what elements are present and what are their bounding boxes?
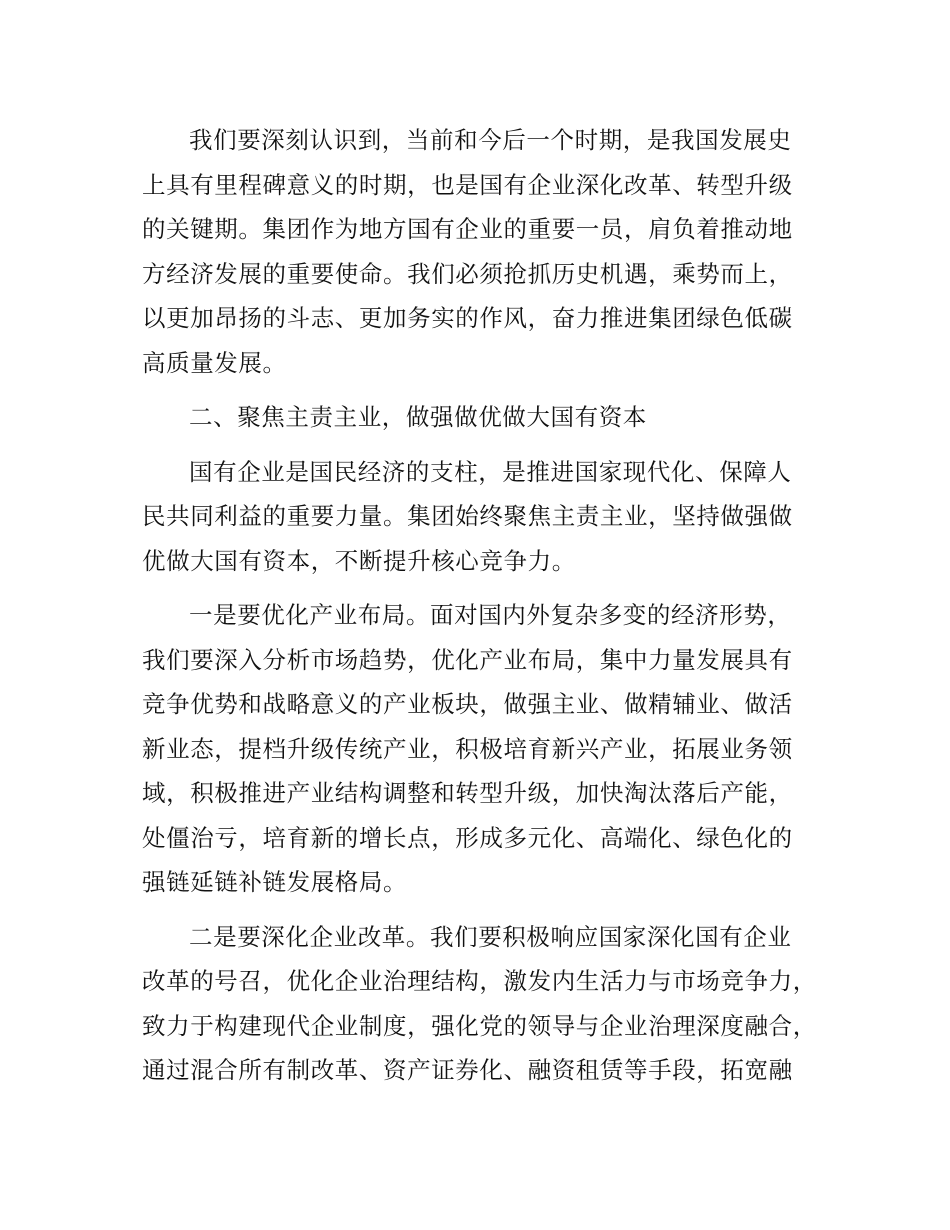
section-heading [142, 395, 832, 440]
text-line: 通过混合所有制改革、资产证券化、融资租赁等手段，拓宽融 [142, 1056, 793, 1084]
text-line: 致力于构建现代企业制度，强化党的领导与企业治理深度融合， [142, 1011, 817, 1040]
text-line: 以更加昂扬的斗志、更加务实的作风，奋力推进集团绿色低碳 [142, 304, 793, 332]
text-line: 我们要深入分析市场趋势，优化产业布局，集中力量发展具有 [142, 645, 793, 674]
text-line: 方经济发展的重要使命。我们必须抢抓历史机遇，乘势而上， [142, 259, 793, 288]
text-line: 优做大国有资本，不断提升核心竞争力。 [142, 546, 576, 575]
text-line: 域，积极推进产业结构调整和转型升级，加快淘汰落后产能， [142, 779, 793, 807]
text-line: 处僵治亏，培育新的增长点，形成多元化、高端化、绿色化的 [142, 823, 793, 852]
heading-text: 二、聚焦主责主业，做强做优做大国有资本 [189, 403, 647, 431]
text-line: 一是要优化产业布局。面对国内外复杂多变的经济形势， [189, 601, 792, 629]
text-line: 二是要深化企业改革。我们要积极响应国家深化国有企业 [189, 922, 792, 951]
paragraph-1 [142, 118, 832, 385]
text-line: 强链延链补链发展格局。 [142, 868, 408, 896]
paragraph-4 [142, 915, 832, 1093]
text-line: 上具有里程碑意义的时期，也是国有企业深化改革、转型升级 [142, 170, 793, 199]
text-line: 新业态，提档升级传统产业，积极培育新兴产业，拓展业务领 [142, 734, 793, 763]
text-line: 民共同利益的重要力量。集团始终聚焦主责主业，坚持做强做 [142, 502, 793, 530]
text-line: 的关键期。集团作为地方国有企业的重要一员，肩负着推动地 [142, 215, 793, 243]
text-line: 改革的号召，优化企业治理结构，激发内生活力与市场竞争力， [142, 967, 817, 995]
paragraph-2 [142, 450, 832, 584]
text-line: 我们要深刻认识到，当前和今后一个时期，是我国发展史 [189, 126, 792, 154]
text-line: 竞争优势和战略意义的产业板块，做强主业、做精辅业、做活 [142, 690, 793, 718]
document-page [142, 118, 832, 1103]
text-line: 高质量发展。 [142, 348, 287, 377]
paragraph-3 [142, 593, 832, 905]
text-line: 国有企业是国民经济的支柱，是推进国家现代化、保障人 [189, 457, 792, 486]
